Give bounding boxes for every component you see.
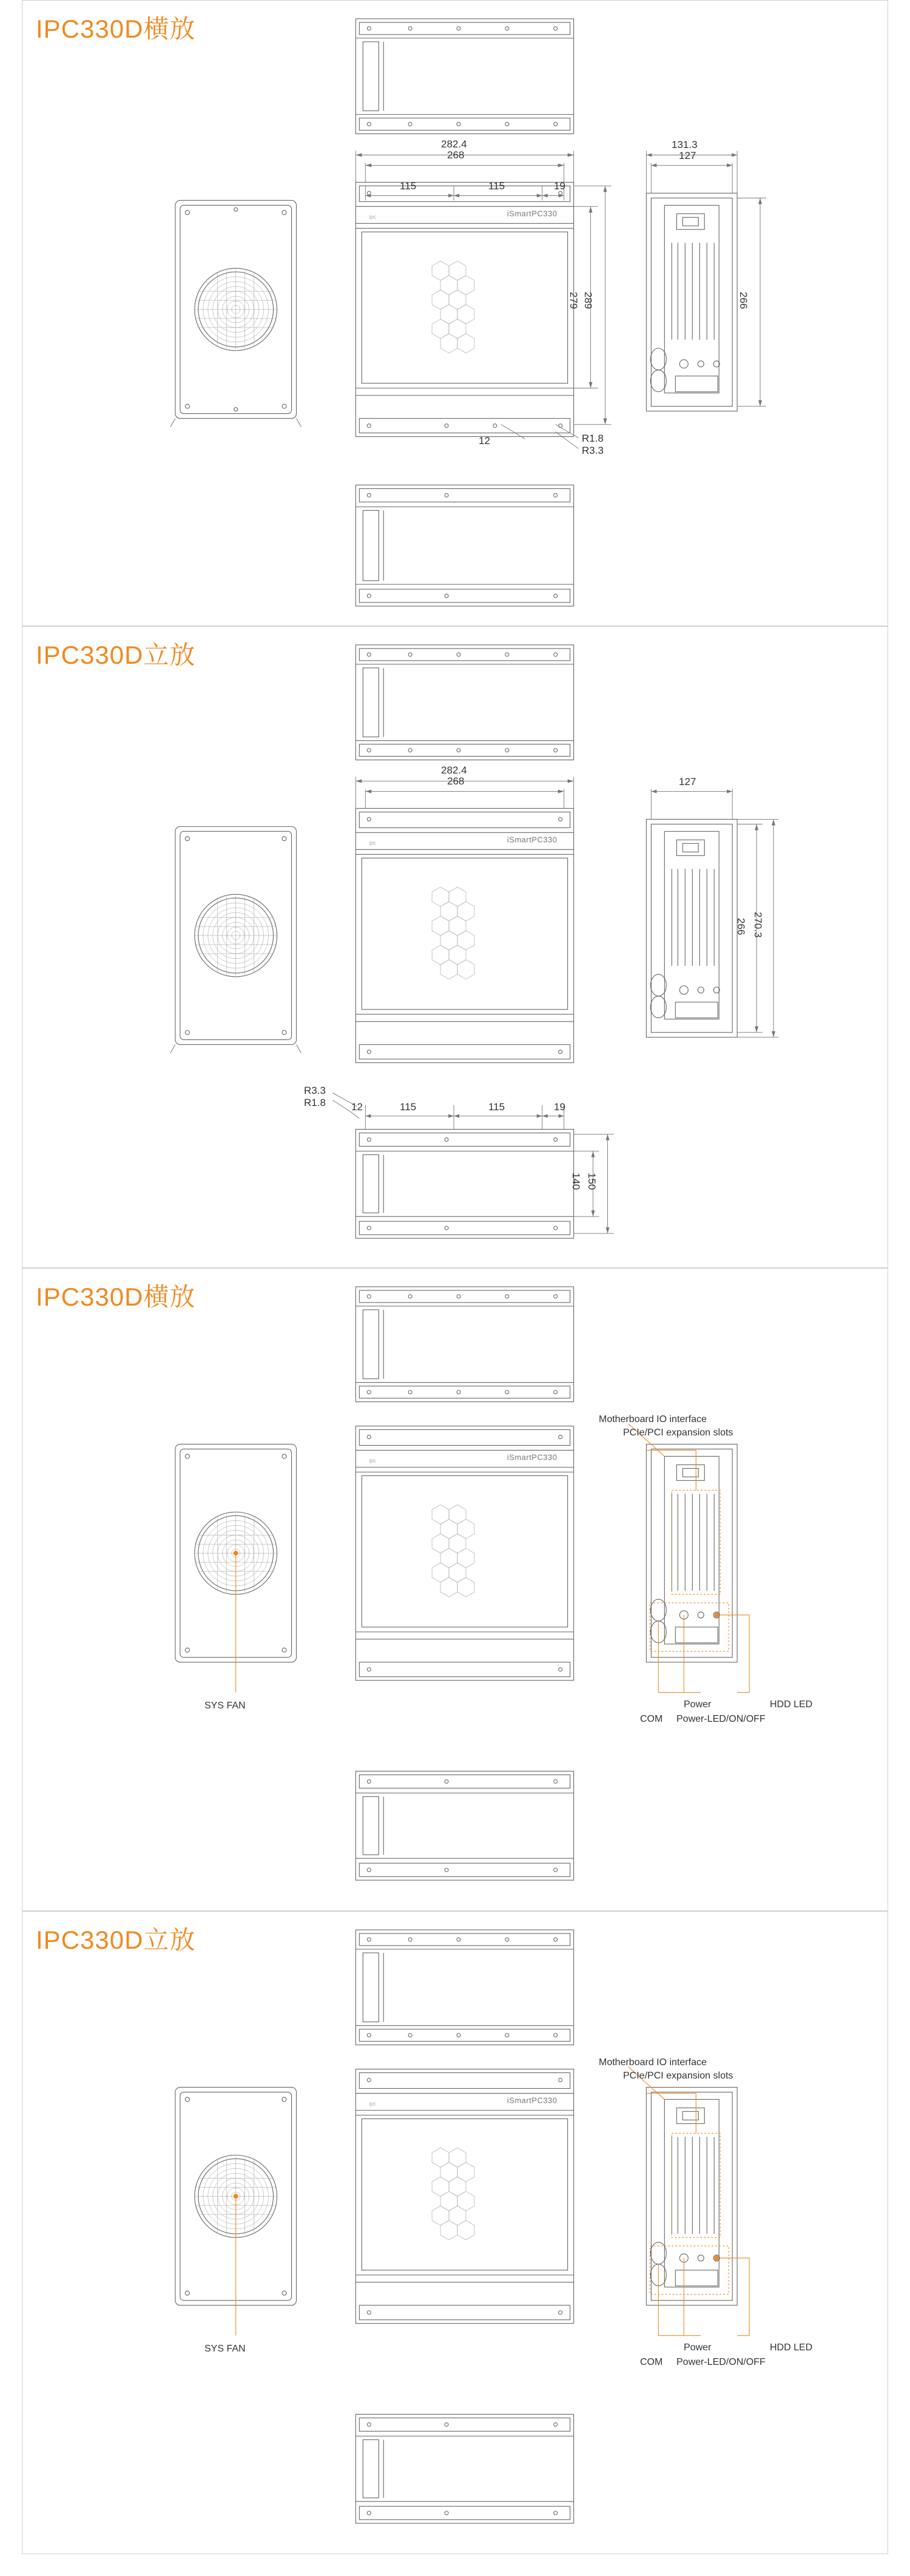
dim-radius-2: R3.3 <box>582 445 604 456</box>
callout-sys-fan: SYS FAN <box>204 2344 246 2354</box>
callout-motherboard-io: Motherboard IO interface <box>599 1414 707 1425</box>
svg-text:ipc: ipc <box>369 214 376 220</box>
dim-front-height-inner: 140 <box>570 1173 582 1190</box>
svg-text:ipc: ipc <box>369 1457 376 1464</box>
panel-ipc330d-horizontal-annotated <box>22 1268 888 1911</box>
panel-ipc330d-vertical-annotated <box>22 1911 888 2554</box>
svg-text:iSmartPC330: iSmartPC330 <box>507 209 558 218</box>
dim-seg-right: 115 <box>488 180 505 192</box>
callout-expansion-slots: PCIe/PCI expansion slots <box>623 1428 733 1438</box>
dim-side-inner: 127 <box>679 150 696 161</box>
dim-right-inner: 279 <box>568 292 579 309</box>
svg-text:ipc: ipc <box>369 2100 376 2107</box>
dim-right-outer: 289 <box>582 292 594 309</box>
dim-bottom-offset: 12 <box>351 1101 363 1113</box>
panel-ipc330d-horizontal-dimensioned <box>22 0 888 626</box>
panel-title: IPC330D横放 <box>36 1283 196 1311</box>
bottom-view-lower <box>356 1129 573 1238</box>
dimension-lines <box>356 151 766 449</box>
dim-front-height-outer: 150 <box>586 1173 598 1190</box>
dim-seg-left: 115 <box>400 1101 417 1113</box>
callout-motherboard-io: Motherboard IO interface <box>599 2057 707 2068</box>
dim-top-outer: 282.4 <box>441 138 467 150</box>
callout-power: Power <box>684 2342 712 2353</box>
panel-2-drawing <box>22 627 888 1267</box>
dim-radius-2: R3.3 <box>304 1085 326 1096</box>
svg-text:ipc: ipc <box>369 840 376 846</box>
dim-side-height: 266 <box>738 292 749 309</box>
front-view-main <box>356 182 573 436</box>
callout-power-led: Power-LED/ON/OFF <box>676 2357 766 2367</box>
callout-sys-fan: SYS FAN <box>204 1701 246 1711</box>
bottom-view-lower <box>356 485 573 606</box>
panel-4-drawing <box>22 1912 888 2554</box>
right-view-io-panel <box>646 1444 737 1662</box>
dimension-lines <box>332 777 778 1234</box>
panel-title: IPC330D立放 <box>36 1926 196 1954</box>
dim-seg-end: 19 <box>554 1101 565 1113</box>
dim-top-outer: 282.4 <box>441 764 467 776</box>
front-view-main <box>356 1426 573 1681</box>
left-view-fan-plate <box>170 826 302 1053</box>
dim-top-inner: 268 <box>447 149 465 161</box>
dim-seg-left: 115 <box>400 180 417 192</box>
callout-hdd-led: HDD LED <box>770 1699 813 1710</box>
dim-top-inner: 268 <box>447 775 465 787</box>
dim-bottom-offset: 12 <box>479 435 490 447</box>
left-view-fan-plate <box>170 200 302 427</box>
top-view-upper <box>356 19 573 134</box>
panel-title: IPC330D横放 <box>36 15 196 43</box>
bottom-view-lower <box>356 2414 573 2523</box>
callout-power-led: Power-LED/ON/OFF <box>676 1714 766 1724</box>
top-view-upper <box>356 1930 573 2045</box>
dim-side-outer: 131.3 <box>672 139 698 150</box>
callout-com: COM <box>640 1714 663 1724</box>
top-view-upper <box>356 645 573 760</box>
right-view-io-panel <box>646 193 737 411</box>
dim-side-height-inner: 266 <box>735 918 747 936</box>
dim-radius-1: R1.8 <box>582 433 604 444</box>
dim-seg-right: 115 <box>488 1101 505 1113</box>
front-view-main <box>356 808 573 1062</box>
dim-radius-1: R1.8 <box>304 1097 326 1108</box>
front-view-main <box>356 2069 573 2324</box>
dim-side-height-outer: 270.3 <box>752 912 764 938</box>
callout-leaders <box>234 2067 749 2336</box>
bottom-view-lower <box>356 1771 573 1880</box>
panel-3-drawing <box>22 1269 888 1910</box>
panel-ipc330d-vertical-dimensioned <box>22 626 888 1268</box>
callout-leaders <box>234 1424 749 1693</box>
callout-hdd-led: HDD LED <box>770 2342 813 2353</box>
callout-com: COM <box>640 2357 663 2367</box>
svg-text:iSmartPC330: iSmartPC330 <box>507 2096 558 2105</box>
right-view-io-panel <box>646 2087 737 2305</box>
panel-title: IPC330D立放 <box>36 641 196 669</box>
callout-power: Power <box>684 1699 712 1710</box>
top-view-upper <box>356 1287 573 1402</box>
right-view-io-panel <box>646 819 737 1037</box>
svg-text:iSmartPC330: iSmartPC330 <box>507 1452 558 1462</box>
dim-seg-end: 19 <box>554 180 565 192</box>
panel-1-drawing <box>22 1 888 625</box>
dim-side-inner: 127 <box>679 776 696 787</box>
callout-expansion-slots: PCIe/PCI expansion slots <box>623 2071 733 2081</box>
svg-text:iSmartPC330: iSmartPC330 <box>507 835 558 845</box>
